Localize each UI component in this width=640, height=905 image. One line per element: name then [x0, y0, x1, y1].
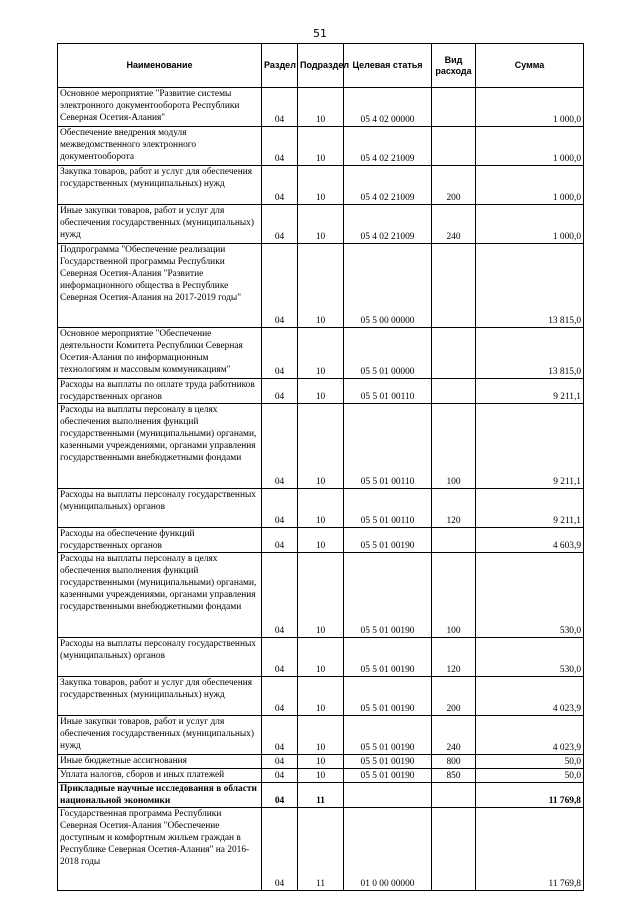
row-section: 04	[262, 638, 298, 677]
row-subsection: 10	[298, 677, 344, 716]
row-target: 05 4 02 21009	[344, 166, 432, 205]
row-subsection: 10	[298, 489, 344, 528]
row-subsection: 10	[298, 205, 344, 244]
row-target: 05 5 01 00110	[344, 379, 432, 404]
table-row	[58, 127, 584, 166]
row-name: Государственная программа Республики Северная Осетия-Алания "Обеспечение доступным и комфортным жильем граждан в Республике Северная Осетия-Алания" на 2016-2018 годы	[58, 808, 262, 891]
row-sum: 4 023,9	[476, 716, 584, 755]
row-kind: 240	[432, 716, 476, 755]
row-sum: 4 023,9	[476, 677, 584, 716]
row-target: 05 5 01 00110	[344, 489, 432, 528]
row-sum: 50,0	[476, 755, 584, 769]
row-section: 04	[262, 88, 298, 127]
row-section: 04	[262, 783, 298, 808]
table-row	[58, 769, 584, 783]
row-sum: 11 769,8	[476, 808, 584, 891]
table-row	[58, 244, 584, 328]
row-kind: 100	[432, 553, 476, 638]
row-target: 05 5 01 00190	[344, 677, 432, 716]
row-subsection: 10	[298, 716, 344, 755]
row-section: 04	[262, 379, 298, 404]
table-row	[58, 328, 584, 379]
row-name: Расходы на обеспечение функций государственных органов	[58, 528, 262, 553]
row-name: Расходы на выплаты по оплате труда работников государственных органов	[58, 379, 262, 404]
header-target: Целевая статья	[344, 44, 432, 88]
row-name: Закупка товаров, работ и услуг для обеспечения государственных (муниципальных) нужд	[58, 166, 262, 205]
row-kind	[432, 127, 476, 166]
table-row	[58, 528, 584, 553]
row-kind: 800	[432, 755, 476, 769]
row-sum: 1 000,0	[476, 205, 584, 244]
row-section: 04	[262, 127, 298, 166]
row-kind: 100	[432, 404, 476, 489]
table-row	[58, 677, 584, 716]
row-section: 04	[262, 553, 298, 638]
row-name: Прикладные научные исследования в области национальной экономики	[58, 783, 262, 808]
row-target: 05 5 01 00190	[344, 638, 432, 677]
row-section: 04	[262, 328, 298, 379]
table-header-row	[58, 44, 584, 88]
row-kind: 850	[432, 769, 476, 783]
row-kind: 200	[432, 677, 476, 716]
row-sum: 1 000,0	[476, 166, 584, 205]
row-kind	[432, 808, 476, 891]
row-sum: 13 815,0	[476, 244, 584, 328]
table-row	[58, 755, 584, 769]
row-sum: 530,0	[476, 638, 584, 677]
row-subsection: 10	[298, 638, 344, 677]
row-kind: 120	[432, 489, 476, 528]
budget-table	[57, 43, 584, 891]
table-row	[58, 166, 584, 205]
row-section: 04	[262, 489, 298, 528]
row-name: Подпрограмма "Обеспечение реализации Государственной программы Республики Северная Осетия-Алания "Развитие информационного общества в Республике Северная Осетия-Алания на 2017-2019 годы"	[58, 244, 262, 328]
row-name: Расходы на выплаты персоналу в целях обеспечения выполнения функций государственными (муниципальными) органами, казенными учреждениями, органами управления государственными внебюджетными фондами	[58, 553, 262, 638]
row-target	[344, 783, 432, 808]
row-sum: 9 211,1	[476, 489, 584, 528]
row-subsection: 10	[298, 769, 344, 783]
row-target: 05 5 01 00000	[344, 328, 432, 379]
row-name: Расходы на выплаты персоналу государственных (муниципальных) органов	[58, 489, 262, 528]
row-sum: 9 211,1	[476, 379, 584, 404]
row-target: 05 5 01 00110	[344, 404, 432, 489]
header-subsection: Подраздел	[298, 44, 344, 88]
row-subsection: 10	[298, 755, 344, 769]
row-section: 04	[262, 404, 298, 489]
row-name: Закупка товаров, работ и услуг для обеспечения государственных (муниципальных) нужд	[58, 677, 262, 716]
row-section: 04	[262, 677, 298, 716]
table-row	[58, 379, 584, 404]
row-target: 05 5 00 00000	[344, 244, 432, 328]
row-sum: 1 000,0	[476, 127, 584, 166]
row-sum: 13 815,0	[476, 328, 584, 379]
row-target: 05 4 02 00000	[344, 88, 432, 127]
row-kind	[432, 244, 476, 328]
row-kind	[432, 328, 476, 379]
row-name: Иные закупки товаров, работ и услуг для обеспечения государственных (муниципальных) нужд	[58, 205, 262, 244]
page-number: 51	[313, 27, 327, 40]
row-subsection: 10	[298, 244, 344, 328]
table-row	[58, 404, 584, 489]
row-name: Основное мероприятие "Развитие системы электронного документооборота Республики Северная Осетия-Алания"	[58, 88, 262, 127]
row-kind: 200	[432, 166, 476, 205]
row-target: 05 5 01 00190	[344, 755, 432, 769]
row-target: 05 4 02 21009	[344, 127, 432, 166]
row-section: 04	[262, 755, 298, 769]
row-sum: 4 603,9	[476, 528, 584, 553]
row-target: 05 5 01 00190	[344, 716, 432, 755]
row-section: 04	[262, 716, 298, 755]
row-kind: 240	[432, 205, 476, 244]
header-name: Наименование	[58, 44, 262, 88]
row-kind	[432, 379, 476, 404]
row-subsection: 10	[298, 379, 344, 404]
row-subsection: 10	[298, 127, 344, 166]
row-section: 04	[262, 528, 298, 553]
row-sum: 11 769,8	[476, 783, 584, 808]
row-subsection: 10	[298, 88, 344, 127]
row-sum: 50,0	[476, 769, 584, 783]
table-row	[58, 553, 584, 638]
row-name: Обеспечение внедрения модуля межведомственного электронного документооборота	[58, 127, 262, 166]
row-kind	[432, 88, 476, 127]
row-subsection: 10	[298, 166, 344, 205]
row-subsection: 11	[298, 808, 344, 891]
row-section: 04	[262, 166, 298, 205]
row-sum: 1 000,0	[476, 88, 584, 127]
table-row	[58, 716, 584, 755]
table-row	[58, 88, 584, 127]
row-section: 04	[262, 205, 298, 244]
row-subsection: 10	[298, 404, 344, 489]
row-section: 04	[262, 244, 298, 328]
row-sum: 9 211,1	[476, 404, 584, 489]
row-kind: 120	[432, 638, 476, 677]
row-name: Иные закупки товаров, работ и услуг для обеспечения государственных (муниципальных) нужд	[58, 716, 262, 755]
row-subsection: 10	[298, 553, 344, 638]
row-section: 04	[262, 769, 298, 783]
row-name: Расходы на выплаты персоналу в целях обеспечения выполнения функций государственными (муниципальными) органами, казенными учреждениями, органами управления государственными внебюджетными фондами	[58, 404, 262, 489]
row-subsection: 11	[298, 783, 344, 808]
table-row	[58, 205, 584, 244]
row-subsection: 10	[298, 528, 344, 553]
row-sum: 530,0	[476, 553, 584, 638]
table-row	[58, 489, 584, 528]
row-section: 04	[262, 808, 298, 891]
header-section: Раздел	[262, 44, 298, 88]
row-kind	[432, 783, 476, 808]
row-target: 05 4 02 21009	[344, 205, 432, 244]
table-row	[58, 783, 584, 808]
row-name: Уплата налогов, сборов и иных платежей	[58, 769, 262, 783]
row-target: 05 5 01 00190	[344, 769, 432, 783]
row-target: 05 5 01 00190	[344, 553, 432, 638]
row-target: 05 5 01 00190	[344, 528, 432, 553]
row-name: Основное мероприятие "Обеспечение деятельности Комитета Республики Северная Осетия-Алания по информационным технологиям и массовым коммуникациям"	[58, 328, 262, 379]
table-row	[58, 808, 584, 891]
table-row	[58, 638, 584, 677]
header-kind: Вид расхода	[432, 44, 476, 88]
row-name: Расходы на выплаты персоналу государственных (муниципальных) органов	[58, 638, 262, 677]
row-subsection: 10	[298, 328, 344, 379]
row-kind	[432, 528, 476, 553]
header-sum: Сумма	[476, 44, 584, 88]
row-target: 01 0 00 00000	[344, 808, 432, 891]
row-name: Иные бюджетные ассигнования	[58, 755, 262, 769]
